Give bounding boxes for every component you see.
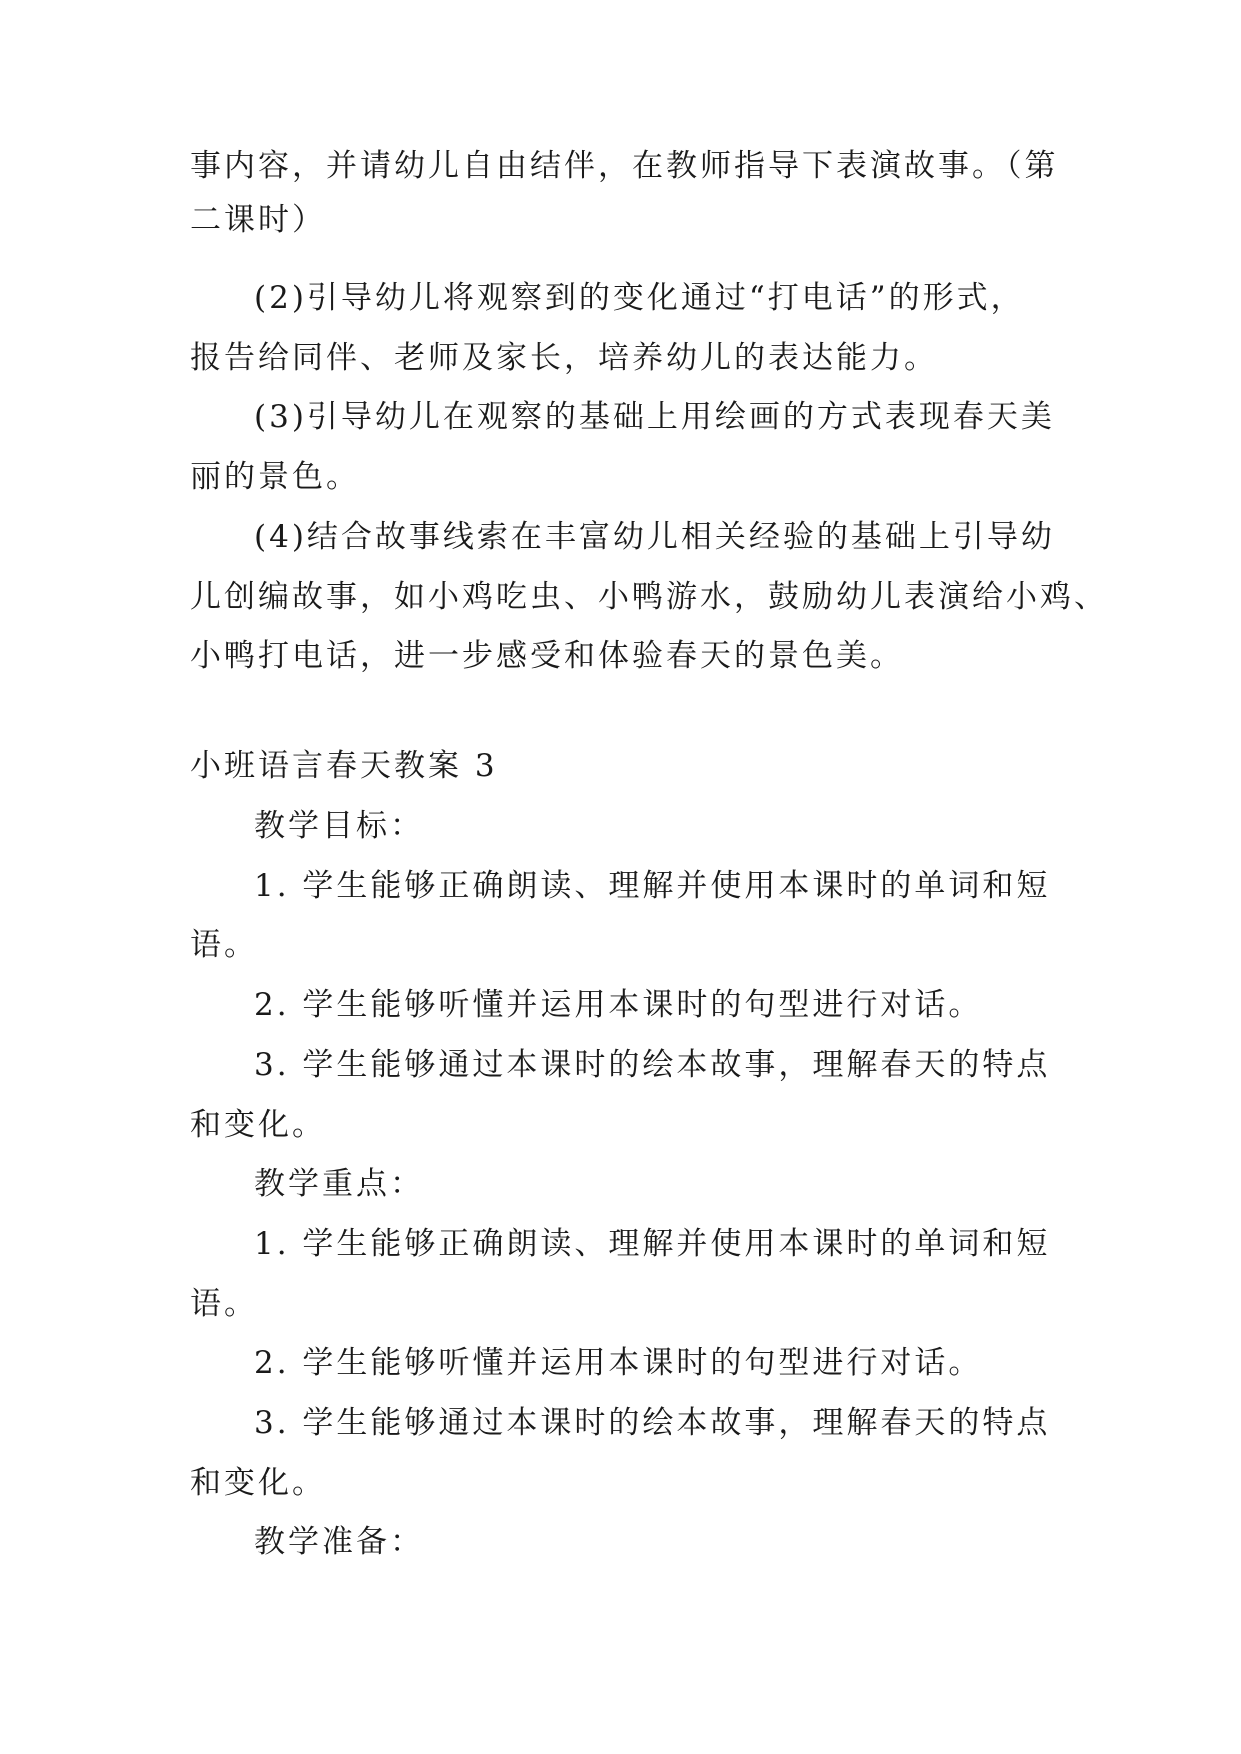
text-line: 儿创编故事，如小鸡吃虫、小鸭游水，鼓励幼儿表演给小鸡、: [190, 579, 1108, 615]
text-line: 3. 学生能够通过本课时的绘本故事，理解春天的特点: [254, 1405, 1051, 1441]
text-line: 3. 学生能够通过本课时的绘本故事，理解春天的特点: [254, 1047, 1051, 1083]
text-line: 小鸭打电话，进一步感受和体验春天的景色美。: [190, 638, 904, 674]
section-heading: 小班语言春天教案 3: [190, 748, 498, 784]
text-line: 和变化。: [190, 1465, 326, 1501]
subheading: 教学目标：: [254, 808, 424, 844]
text-line: 1. 学生能够正确朗读、理解并使用本课时的单词和短: [254, 1226, 1051, 1262]
text-line: 二课时）: [190, 202, 326, 238]
text-line: 1. 学生能够正确朗读、理解并使用本课时的单词和短: [254, 868, 1051, 904]
text-line: 2. 学生能够听懂并运用本课时的句型进行对话。: [254, 987, 983, 1023]
text-line: 丽的景色。: [190, 459, 360, 495]
text-line: 2. 学生能够听懂并运用本课时的句型进行对话。: [254, 1345, 983, 1381]
subheading: 教学准备：: [254, 1524, 424, 1560]
text-line: 和变化。: [190, 1107, 326, 1143]
text-line: (4)结合故事线索在丰富幼儿相关经验的基础上引导幼: [254, 519, 1055, 555]
text-line: 报告给同伴、老师及家长，培养幼儿的表达能力。: [190, 340, 938, 376]
text-line: 事内容，并请幼儿自由结伴，在教师指导下表演故事。（第: [190, 148, 1059, 184]
text-line: 语。: [190, 927, 258, 963]
text-line: (2)引导幼儿将观察到的变化通过“打电话”的形式，: [254, 280, 1025, 316]
text-line: (3)引导幼儿在观察的基础上用绘画的方式表现春天美: [254, 399, 1055, 435]
text-line: 语。: [190, 1286, 258, 1322]
subheading: 教学重点：: [254, 1166, 424, 1202]
